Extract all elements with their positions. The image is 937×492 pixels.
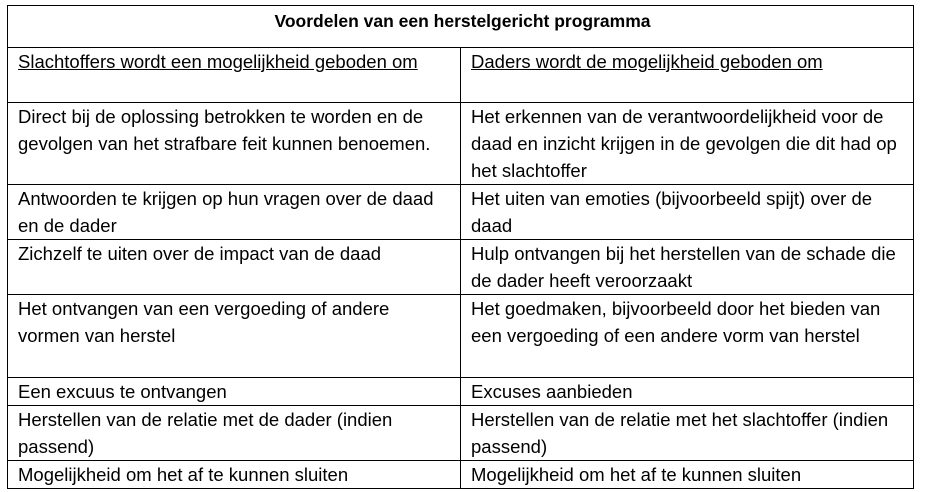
table-row <box>8 240 914 295</box>
victim-benefit-cell: Een excuus te ontvangen <box>8 378 461 406</box>
table-header-row <box>8 48 914 103</box>
offender-benefit-cell: Het uiten van emoties (bijvoorbeeld spijt) over de daad <box>461 185 914 240</box>
victim-benefit-cell: Zichzelf te uiten over de impact van de daad <box>8 240 461 295</box>
header-victims-text: Slachtoffers wordt een mogelijkheid geboden om <box>18 51 418 72</box>
offender-benefit-cell: Hulp ontvangen bij het herstellen van de schade die de dader heeft veroorzaakt <box>461 240 914 295</box>
table-row <box>8 103 914 185</box>
offender-benefit-cell: Mogelijkheid om het af te kunnen sluiten <box>461 461 914 489</box>
table-row <box>8 461 914 489</box>
offender-benefit-cell: Excuses aanbieden <box>461 378 914 406</box>
offender-benefit-cell: Het goedmaken, bijvoorbeeld door het bieden van een vergoeding of een andere vorm van herstel <box>461 295 914 378</box>
header-offenders <box>461 48 914 103</box>
header-offenders-text: Daders wordt de mogelijkheid geboden om <box>471 51 823 72</box>
victim-benefit-cell: Herstellen van de relatie met de dader (indien passend) <box>8 406 461 461</box>
table-title: Voordelen van een herstelgericht programma <box>8 6 914 48</box>
victim-benefit-cell: Mogelijkheid om het af te kunnen sluiten <box>8 461 461 489</box>
table-row <box>8 406 914 461</box>
victim-benefit-cell: Direct bij de oplossing betrokken te worden en de gevolgen van het strafbare feit kunnen benoemen. <box>8 103 461 185</box>
offender-benefit-cell: Herstellen van de relatie met het slachtoffer (indien passend) <box>461 406 914 461</box>
offender-benefit-cell: Het erkennen van de verantwoordelijkheid voor de daad en inzicht krijgen in de gevolgen die dit had op het slachtoffer <box>461 103 914 185</box>
benefits-table <box>7 5 914 489</box>
victim-benefit-cell: Antwoorden te krijgen op hun vragen over de daad en de dader <box>8 185 461 240</box>
table-row <box>8 185 914 240</box>
table-row <box>8 295 914 378</box>
victim-benefit-cell: Het ontvangen van een vergoeding of andere vormen van herstel <box>8 295 461 378</box>
table-row <box>8 378 914 406</box>
table-title-row <box>8 6 914 48</box>
header-victims <box>8 48 461 103</box>
